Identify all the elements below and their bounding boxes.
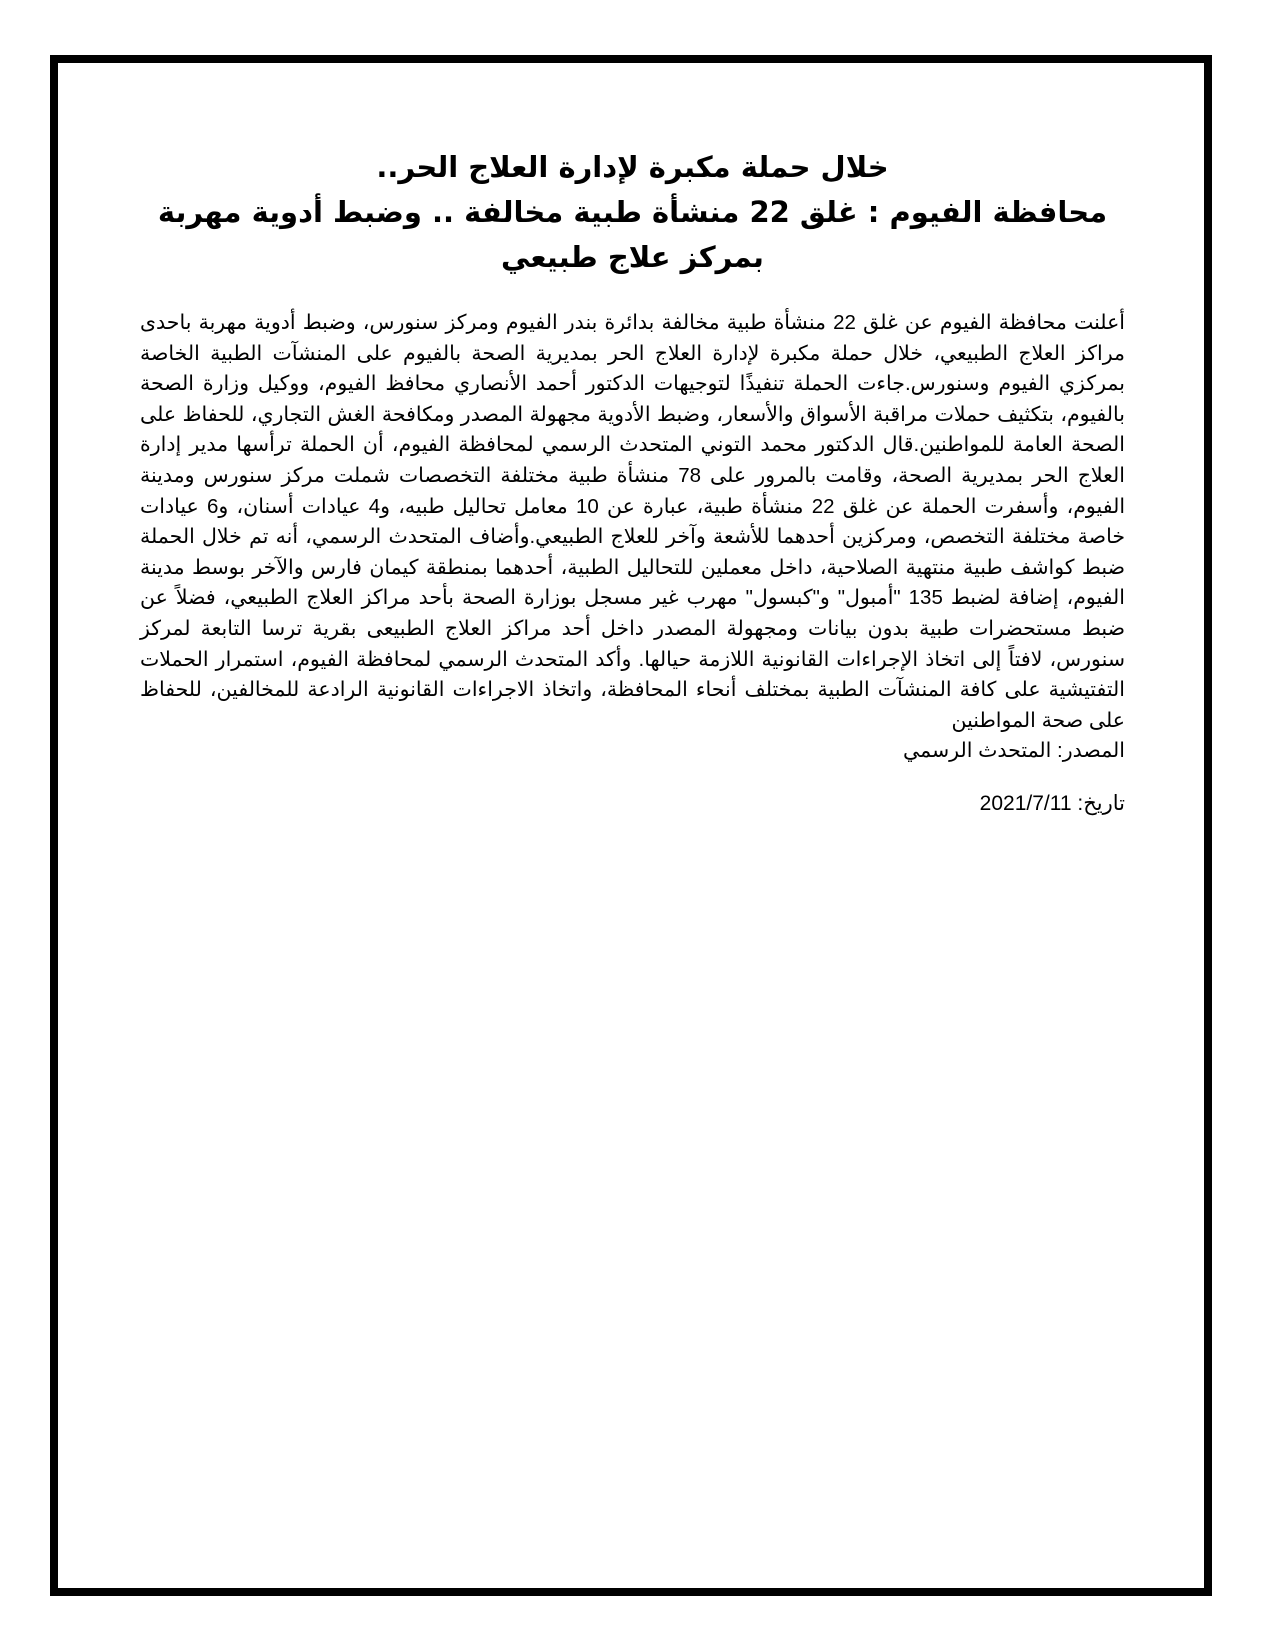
article-source: المصدر: المتحدث الرسمي [903, 739, 1125, 763]
article-body: أعلنت محافظة الفيوم عن غلق 22 منشأة طبية مخالفة بدائرة بندر الفيوم ومركز سنورس، وضبط أدوية مهربة باحدى مراكز العلاج الطبيعي، خلال حملة مكبرة لإدارة العلاج الحر بمديرية الصحة بالفيوم على المنشآت الطبية الخاصة بمركزي الفيوم وسنورس.جاءت الحملة تنفيذًا لتوجيهات الدكتور أحمد الأنصاري محافظ الفيوم، ووكيل وزارة الصحة بالفيوم، بتكثيف حملات مراقبة الأسواق والأسعار، وضبط الأدوية مجهولة المصدر ومكافحة الغش التجاري، للحفاظ على الصحة العامة للمواطنين.قال الدكتور محمد التوني المتحدث الرسمي لمحافظة الفيوم، أن الحملة ترأسها مدير إدارة العلاج الحر بمديرية الصحة، وقامت بالمرور على 78 منشأة طبية مختلفة التخصصات شملت مركز سنورس ومدينة الفيوم، وأسفرت الحملة عن غلق 22 منشأة طبية، عبارة عن 10 معامل تحاليل طبيه، و4 عيادات أسنان، و6 عيادات خاصة مختلفة التخصص، ومركزين أحدهما للأشعة وآخر للعلاج الطبيعي.وأضاف المتحدث الرسمي، أنه تم خلال الحملة ضبط كواشف طبية منتهية الصلاحية، داخل معملين للتحاليل الطبية، أحدهما بمنطقة كيمان فارس والآخر بوسط مدينة الفيوم، إضافة لضبط 135 "أمبول" و"كبسول" مهرب غير مسجل بوزارة الصحة بأحد مراكز العلاج الطبيعي، فضلاً عن ضبط مستحضرات طبية بدون بيانات ومجهولة المصدر داخل أحد مراكز العلاج الطبيعى بقرية ترسا التابعة لمركز سنورس، لافتاً إلى اتخاذ الإجراءات القانونية اللازمة حيالها. وأكد المتحدث الرسمي لمحافظة الفيوم، استمرار الحملات التفتيشية على كافة المنشآت الطبية بمختلف أنحاء المحافظة، واتخاذ الاجراءات القانونية الرادعة للمخالفين، للحفاظ على صحة المواطنين [140, 311, 1126, 732]
article [140, 145, 1125, 819]
date-label: تاريخ: [1077, 791, 1125, 815]
headline-line-2: محافظة الفيوم : غلق 22 منشأة طبية مخالفة .. وضبط أدوية مهربة بمركز علاج طبيعي [157, 195, 1108, 274]
article-date [140, 789, 1125, 819]
date-value: 2021/7/11 [979, 791, 1072, 815]
headline-line-1: خلال حملة مكبرة لإدارة العلاج الحر.. [376, 150, 889, 184]
article-headline [140, 145, 1125, 280]
